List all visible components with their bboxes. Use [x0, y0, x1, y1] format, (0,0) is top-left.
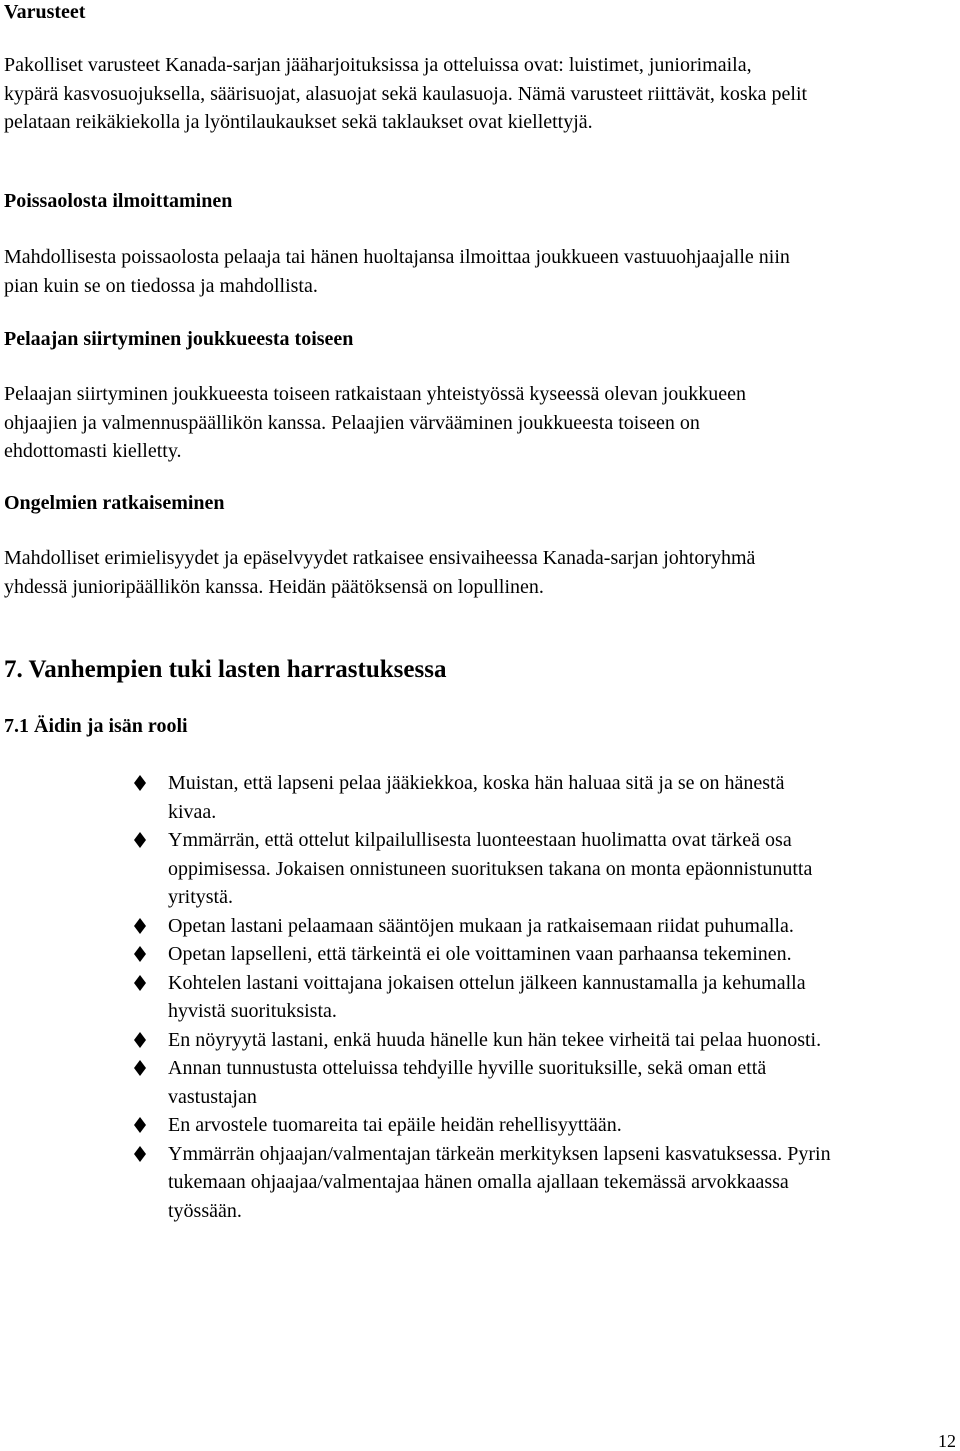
bullet-list	[0, 769, 960, 1225]
section-heading-poissaolo: Poissaolosta ilmoittaminen	[4, 190, 233, 212]
bullet-line: En arvostele tuomareita tai epäile heidän rehellisyyttään.	[168, 1114, 622, 1136]
text-line: Mahdolliset erimielisyydet ja epäselvyydet ratkaisee ensivaiheessa Kanada-sarjan johtoryhmä	[4, 547, 756, 569]
text-line: Pelaajan siirtyminen joukkueesta toiseen ratkaistaan yhteistyössä kyseessä olevan joukkueen	[4, 383, 747, 405]
bullet-line: yritystä.	[168, 886, 233, 908]
text-line: yhdessä junioripäällikön kanssa. Heidän päätöksensä on lopullinen.	[4, 575, 544, 598]
bullet-line: työssään.	[168, 1199, 242, 1222]
diamond-bullet-icon	[134, 975, 146, 991]
text-line: pian kuin se on tiedossa ja mahdollista.	[4, 274, 318, 297]
bullet-text	[168, 912, 960, 941]
bullet-line: Opetan lastani pelaamaan sääntöjen mukaan ja ratkaisemaan riidat puhumalla.	[168, 914, 794, 937]
chapter-heading: 7. Vanhempien tuki lasten harrastuksessa	[4, 656, 447, 683]
section-heading-varusteet: Varusteet	[4, 1, 86, 23]
diamond-bullet-icon	[134, 918, 146, 934]
bullet-line: Kohtelen lastani voittajana jokaisen ottelun jälkeen kannustamalla ja kehumalla	[168, 971, 806, 994]
text-line: ohjaajien ja valmennuspäällikön kanssa. Pelaajien värvääminen joukkueesta toiseen on	[4, 411, 700, 434]
bullet-line: kivaa.	[168, 800, 217, 823]
bullet-text	[168, 826, 960, 912]
bullet-text	[168, 1140, 960, 1226]
bullet-line: oppimisessa. Jokaisen onnistuneen suorituksen takana on monta epäonnistunutta	[168, 857, 813, 880]
diamond-bullet-icon	[134, 1060, 146, 1076]
page-number: 12	[938, 1431, 956, 1451]
bullet-line: Muistan, että lapseni pelaa jääkiekkoa, koska hän haluaa sitä ja se on hänestä	[168, 772, 785, 794]
bullet-line: vastustajan	[168, 1085, 257, 1108]
diamond-bullet-icon	[134, 1032, 146, 1048]
bullet-text	[168, 1111, 960, 1140]
bullet-item	[0, 940, 960, 969]
bullet-item	[0, 1054, 960, 1111]
bullet-line: Ymmärrän, että ottelut kilpailullisesta luonteestaan huolimatta ovat tärkeä osa	[168, 829, 792, 851]
bullet-line: En nöyryytä lastani, enkä huuda hänelle kun hän tekee virheitä tai pelaa huonosti.	[168, 1028, 822, 1051]
bullet-text	[168, 1026, 960, 1055]
bullet-text	[168, 1054, 960, 1111]
diamond-bullet-icon	[134, 775, 146, 791]
bullet-line: hyvistä suorituksista.	[168, 1000, 337, 1022]
paragraph-poissaolo	[4, 243, 950, 300]
subsection-heading: 7.1 Äidin ja isän rooli	[4, 715, 188, 737]
bullet-item	[0, 1026, 960, 1055]
text-line: Pakolliset varusteet Kanada-sarjan jääharjoituksissa ja otteluissa ovat: luistimet, juniorimaila,	[4, 54, 752, 76]
bullet-text	[168, 769, 960, 826]
text-line: kypärä kasvosuojuksella, säärisuojat, alasuojat sekä kaulasuoja. Nämä varusteet riittävät, koska pelit	[4, 82, 808, 105]
bullet-line: Opetan lapselleni, että tärkeintä ei ole voittaminen vaan parhaansa tekeminen.	[168, 943, 792, 965]
bullet-line: Ymmärrän ohjaajan/valmentajan tärkeän merkityksen lapseni kasvatuksessa. Pyrin	[168, 1142, 831, 1165]
diamond-bullet-icon	[134, 946, 146, 962]
bullet-item	[0, 969, 960, 1026]
section-heading-siirtyminen: Pelaajan siirtyminen joukkueesta toiseen	[4, 328, 354, 350]
bullet-item	[0, 1111, 960, 1140]
paragraph-siirtyminen	[4, 380, 950, 466]
paragraph-ongelmat	[4, 544, 950, 601]
bullet-line: Annan tunnustusta otteluissa tehdyille hyville suorituksille, sekä oman että	[168, 1057, 767, 1079]
diamond-bullet-icon	[134, 1117, 146, 1133]
bullet-text	[168, 940, 960, 969]
bullet-item	[0, 912, 960, 941]
bullet-line: tukemaan ohjaajaa/valmentajaa hänen omalla ajallaan tekemässä arvokkaassa	[168, 1171, 789, 1193]
text-line: ehdottomasti kielletty.	[4, 440, 182, 462]
bullet-item	[0, 769, 960, 826]
diamond-bullet-icon	[134, 1146, 146, 1162]
bullet-text	[168, 969, 960, 1026]
paragraph-varusteet	[4, 51, 950, 137]
bullet-item	[0, 826, 960, 912]
section-heading-ongelmat: Ongelmien ratkaiseminen	[4, 492, 225, 514]
text-line: pelataan reikäkiekolla ja lyöntilaukaukset sekä taklaukset ovat kiellettyjä.	[4, 111, 593, 133]
bullet-item	[0, 1140, 960, 1226]
text-line: Mahdollisesta poissaolosta pelaaja tai hänen huoltajansa ilmoittaa joukkueen vastuuohjaajalle niin	[4, 246, 790, 268]
diamond-bullet-icon	[134, 832, 146, 848]
